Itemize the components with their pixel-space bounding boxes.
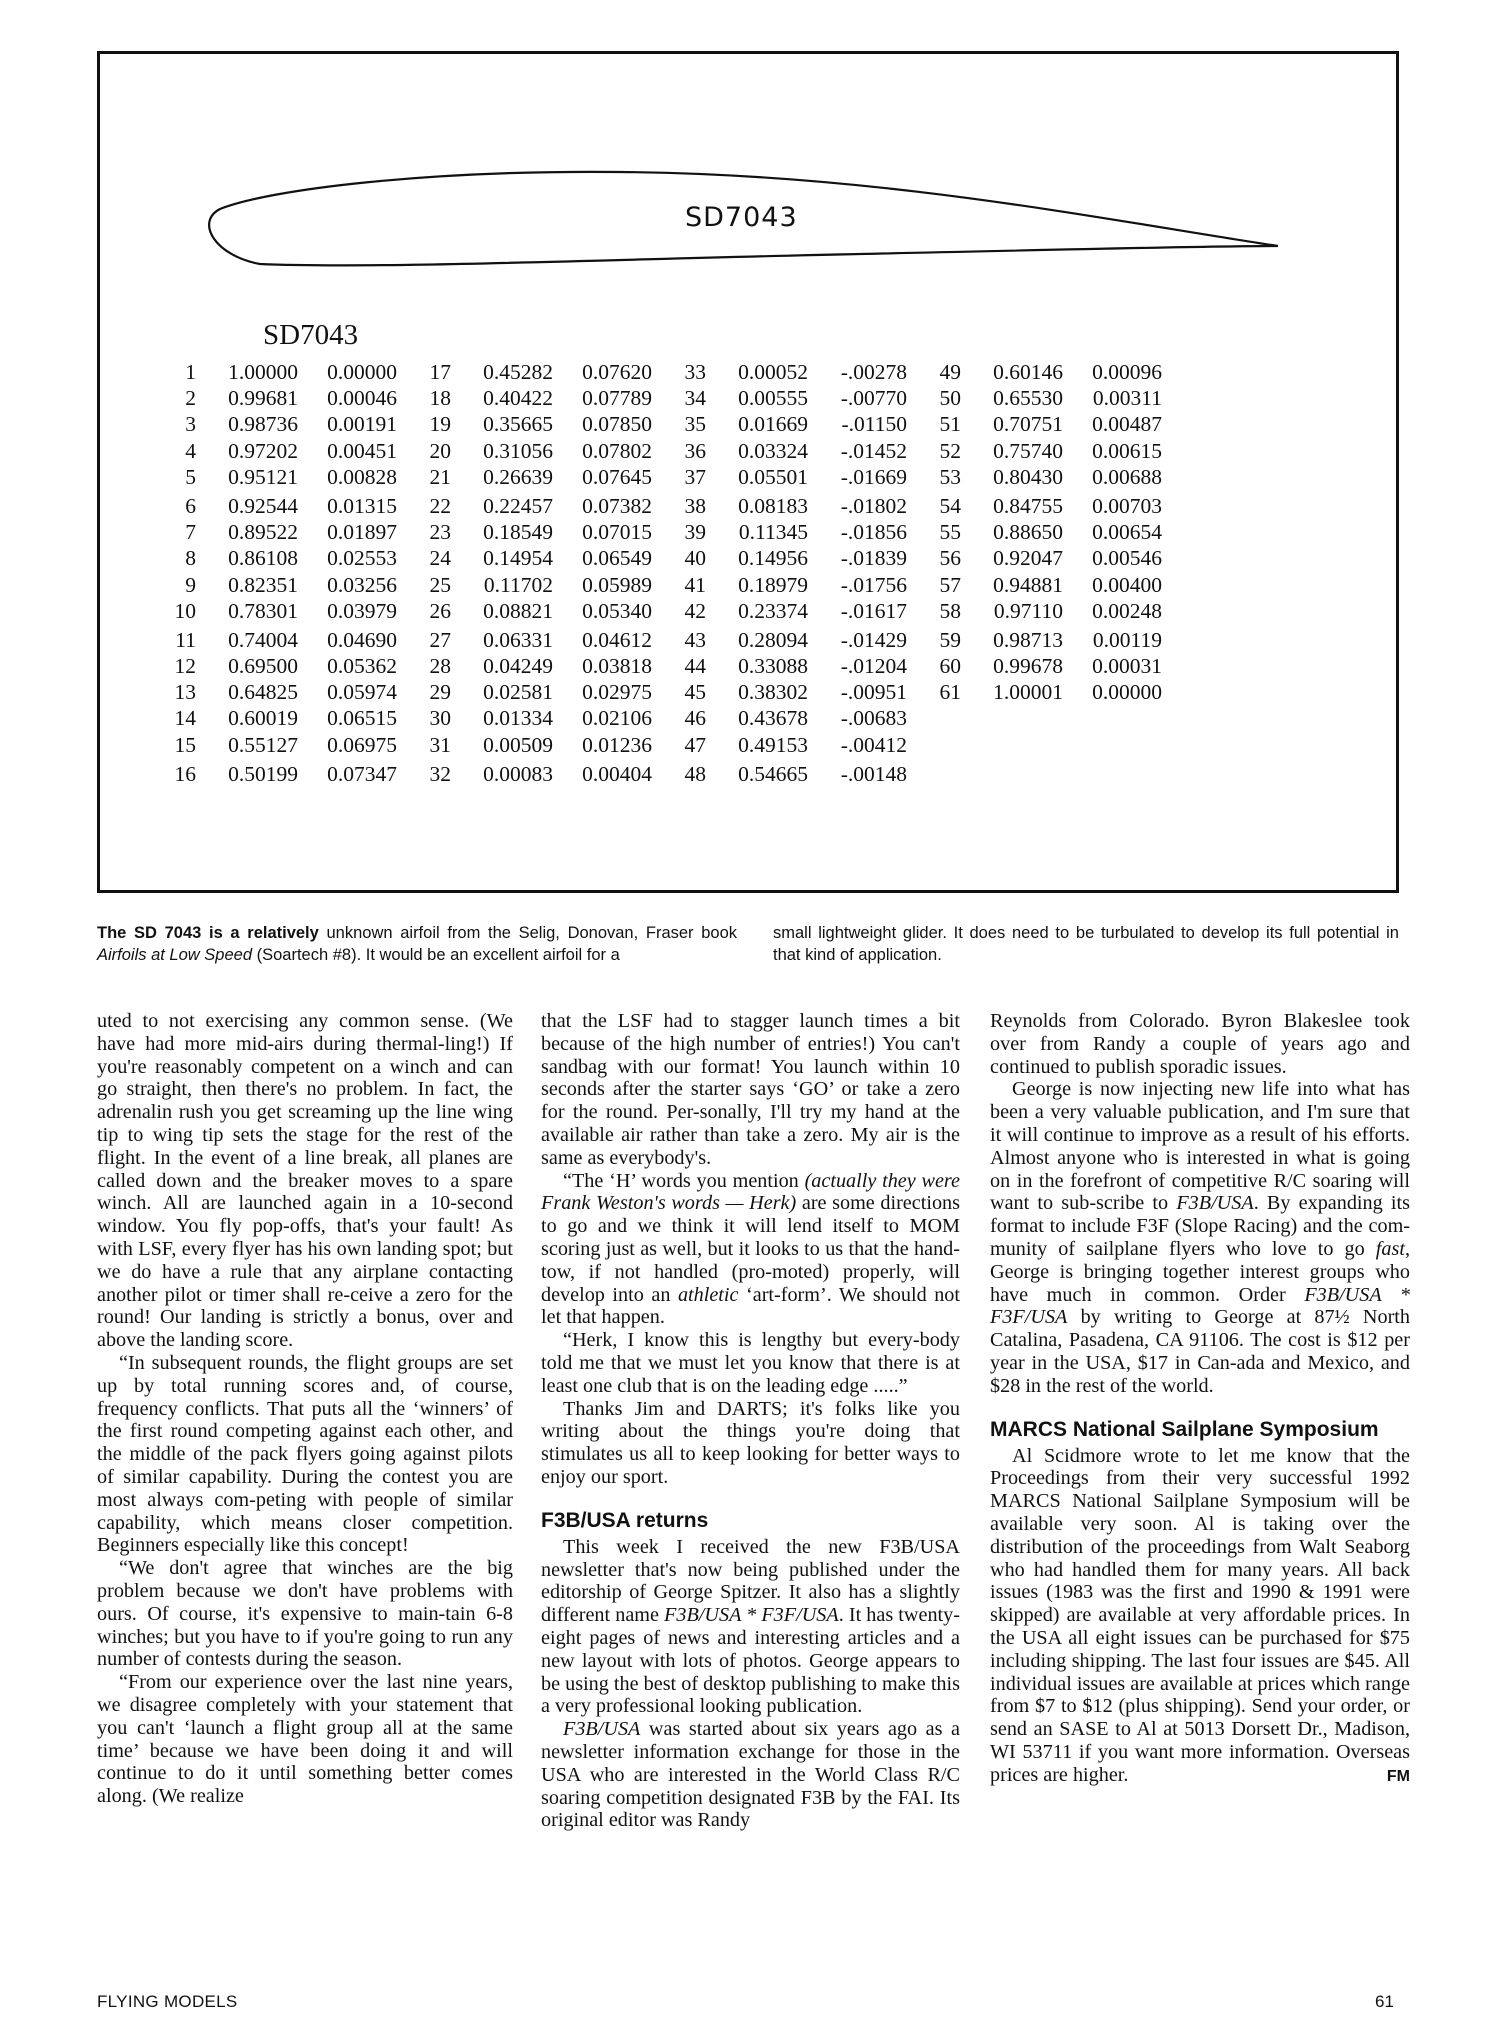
x-coordinate: 0.06331: [483, 627, 553, 652]
y-coordinate: -.01150: [841, 412, 907, 437]
x-coordinate: 0.33088: [738, 654, 808, 679]
y-coordinate: 0.00000: [327, 360, 397, 384]
paragraph: Al Scidmore wrote to let me know that the Proceedings from their very successful 1992 MARCS National Sailplane Symposium will be available very soon. Al is taking over the distribution of the proceedings from Walt Seaborg who had handled them for many years. All back issues (1983 was the first and 1990 & 1991 were skipped) are available at very affordable prices. In the USA all eight issues can be purchased for $75 including shipping. The last four issues are $45. All individual issues are available at prices which range from $7 to $12 (plus shipping). Send your order, or send an SASE to Al at 5013 Dorsett Dr., Madison, WI 53711 if you want more information. Overseas prices are higher. FM: [990, 1445, 1410, 1787]
coordinate-row: [160, 679, 397, 705]
x-coordinate: 0.95121: [228, 464, 298, 489]
caption-column-2: small lightweight glider. It does need to be turbulated to develop its full potential in that kind of application.: [773, 924, 1399, 964]
coordinate-row: [670, 705, 907, 731]
point-number: 46: [684, 706, 706, 731]
x-coordinate: 0.18979: [738, 572, 808, 597]
coordinate-row: [160, 732, 397, 758]
coordinate-row: [160, 438, 397, 464]
y-coordinate: 0.02106: [582, 706, 652, 731]
x-coordinate: 0.04249: [483, 654, 553, 679]
coordinate-row: [415, 572, 652, 598]
coordinate-row: [415, 732, 652, 758]
y-coordinate: 0.07802: [582, 438, 652, 463]
y-coordinate: 0.00688: [1092, 464, 1162, 489]
paragraph: “We don't agree that winches are the big problem because we don't have problems with ours. Of course, it's expensive to main-tain 6-8 winches; but you have to if you're going to run any number of contests during the season.: [97, 1557, 513, 1671]
section-heading: F3B/USA returns: [541, 1508, 709, 1532]
coordinate-row: [670, 519, 907, 545]
y-coordinate: 0.04690: [327, 627, 397, 652]
point-number: 11: [175, 627, 196, 652]
airfoil-plot-label: SD7043: [685, 202, 798, 233]
y-coordinate: 0.00546: [1092, 546, 1162, 571]
paragraph: George is now injecting new life into what has been a very valuable publication, and I'm sure that it will continue to improve as a result of his efforts. Almost anyone who is interested in what is going on in the forefront of competitive R/C soaring will want to sub-scribe to F3B/USA. By expanding its format to include F3F (Slope Racing) and the com-munity of sailplane flyers who love to go fast, George is bringing together interest groups who have much in common. Order F3B/USA * F3F/USA by writing to George at 87½ North Catalina, Pasadena, CA 91106. The cost is $12 per year in the USA, $17 in Can-ada and Mexico, and $28 in the rest of the world.: [990, 1078, 1410, 1397]
y-coordinate: -.01452: [840, 438, 907, 463]
coordinate-row: [925, 679, 1162, 705]
point-number: 4: [185, 438, 196, 463]
point-number: 16: [174, 761, 196, 786]
y-coordinate: -.00148: [840, 761, 907, 786]
caption-column-1: [97, 922, 737, 966]
coordinate-row: [415, 598, 652, 624]
point-number: 33: [684, 360, 706, 384]
point-number: 14: [174, 706, 196, 731]
point-number: 59: [939, 627, 961, 652]
coordinate-row: [670, 438, 907, 464]
x-coordinate: 0.94881: [993, 572, 1063, 597]
point-number: 48: [684, 761, 706, 786]
y-coordinate: 0.00451: [327, 438, 397, 463]
point-number: 43: [684, 627, 706, 652]
x-coordinate: 0.64825: [228, 680, 298, 705]
coordinates-column-4: [925, 359, 1162, 705]
paragraph: “Herk, I know this is lengthy but every-body told me that we must let you know that there is at least one club that is on the leading edge .....”: [541, 1329, 960, 1397]
x-coordinate: 0.55127: [228, 732, 298, 757]
y-coordinate: 0.00031: [1092, 654, 1162, 679]
x-coordinate: 0.65530: [993, 386, 1063, 411]
article-column-1: [97, 1010, 513, 1808]
y-coordinate: 0.03256: [327, 572, 397, 597]
caption-book-title: Airfoils at Low Speed: [97, 946, 253, 964]
point-number: 26: [429, 598, 451, 623]
coordinate-row: [670, 572, 907, 598]
paragraph: “The ‘H’ words you mention (actually they were Frank Weston's words — Herk) are some directions to go and we think it will lend itself to MOM scoring just as well, but it looks to us that the hand-tow, if not handled (pro-moted) properly, will develop into an athletic ‘art-form’. We should not let that happen.: [541, 1169, 960, 1329]
point-number: 24: [429, 546, 451, 571]
publication-name: FLYING MODELS: [97, 1992, 238, 2011]
y-coordinate: 0.02975: [582, 680, 652, 705]
x-coordinate: 0.00509: [483, 732, 553, 757]
x-coordinate: 0.43678: [738, 706, 808, 731]
coordinate-row: [670, 411, 907, 437]
x-coordinate: 0.40422: [483, 386, 553, 411]
caption-text-tail: (Soartech #8). It would be an excellent airfoil for a: [252, 946, 620, 964]
coordinate-row: [415, 761, 652, 787]
point-number: 34: [684, 386, 706, 411]
x-coordinate: 0.00555: [738, 386, 808, 411]
x-coordinate: 0.74004: [228, 627, 298, 652]
y-coordinate: 0.00487: [1092, 412, 1162, 437]
x-coordinate: 0.02581: [483, 680, 553, 705]
y-coordinate: 0.00248: [1092, 598, 1162, 623]
point-number: 31: [429, 732, 451, 757]
coordinate-row: [415, 464, 652, 490]
x-coordinate: 0.08183: [738, 493, 808, 518]
airfoil-figure: [97, 51, 1399, 893]
y-coordinate: 0.00654: [1092, 520, 1162, 545]
page-number: 61: [1375, 1992, 1394, 2011]
y-coordinate: 0.01897: [327, 520, 397, 545]
coordinate-row: [925, 411, 1162, 437]
y-coordinate: 0.01315: [327, 493, 397, 518]
x-coordinate: 0.14954: [483, 546, 553, 571]
coordinates-column-2: [415, 359, 652, 787]
point-number: 30: [429, 706, 451, 731]
x-coordinate: 0.35665: [483, 412, 553, 437]
y-coordinate: 0.00096: [1092, 360, 1162, 384]
coordinate-row: [925, 519, 1162, 545]
y-coordinate: 0.03979: [327, 598, 397, 623]
point-number: 51: [939, 412, 961, 437]
point-number: 2: [185, 386, 196, 411]
paragraph: F3B/USA was started about six years ago as a newsletter information exchange for those in the USA who are interested in the World Class R/C soaring competition designated F3B by the FAI. Its original editor was Randy: [541, 1718, 960, 1832]
y-coordinate: 0.07789: [582, 386, 652, 411]
x-coordinate: 0.92544: [228, 493, 298, 518]
coordinate-row: [925, 572, 1162, 598]
y-coordinate: 0.00828: [327, 464, 397, 489]
coordinate-row: [670, 464, 907, 490]
y-coordinate: 0.04612: [582, 627, 652, 652]
point-number: 32: [429, 761, 451, 786]
y-coordinate: 0.00615: [1092, 438, 1162, 463]
point-number: 28: [429, 654, 451, 679]
y-coordinate: 0.07645: [582, 464, 652, 489]
y-coordinate: 0.00703: [1092, 493, 1162, 518]
y-coordinate: 0.07015: [582, 520, 652, 545]
paragraph: Thanks Jim and DARTS; it's folks like you writing about the things you're doing that stimulates us all to keep looking for better ways to enjoy our sport.: [541, 1397, 960, 1488]
y-coordinate: 0.00404: [582, 761, 652, 786]
point-number: 47: [684, 732, 706, 757]
y-coordinate: -.00683: [840, 706, 907, 731]
caption-text: unknown airfoil from the Selig, Donovan, Fraser book: [318, 924, 737, 942]
coordinate-row: [670, 627, 907, 653]
point-number: 52: [939, 438, 961, 463]
point-number: 42: [684, 598, 706, 623]
caption-lead: The SD 7043 is a relatively: [97, 924, 319, 942]
x-coordinate: 0.54665: [738, 761, 808, 786]
y-coordinate: -.01756: [840, 572, 907, 597]
point-number: 58: [939, 598, 961, 623]
x-coordinate: 1.00000: [228, 360, 298, 384]
point-number: 12: [174, 654, 196, 679]
x-coordinate: 0.05501: [738, 464, 808, 489]
coordinate-row: [415, 545, 652, 571]
y-coordinate: -.00770: [840, 386, 907, 411]
coordinate-row: [160, 572, 397, 598]
x-coordinate: 0.00083: [483, 761, 553, 786]
coordinate-row: [670, 679, 907, 705]
point-number: 44: [684, 654, 706, 679]
y-coordinate: 0.05362: [327, 654, 397, 679]
point-number: 13: [174, 680, 196, 705]
coordinate-row: [415, 627, 652, 653]
coordinate-row: [670, 732, 907, 758]
y-coordinate: 0.00046: [327, 386, 397, 411]
x-coordinate: 0.97110: [993, 598, 1063, 623]
x-coordinate: 0.14956: [738, 546, 808, 571]
coordinate-row: [415, 385, 652, 411]
point-number: 54: [939, 493, 961, 518]
coordinate-row: [415, 653, 652, 679]
point-number: 39: [684, 520, 706, 545]
coordinate-row: [670, 653, 907, 679]
x-coordinate: 0.03324: [738, 438, 808, 463]
coordinate-row: [160, 598, 397, 624]
y-coordinate: 0.00119: [1092, 627, 1162, 652]
y-coordinate: -.00951: [840, 680, 907, 705]
point-number: 9: [185, 572, 196, 597]
coordinate-row: [160, 411, 397, 437]
point-number: 37: [684, 464, 706, 489]
end-of-article-mark: FM: [1386, 1767, 1410, 1785]
x-coordinate: 0.78301: [228, 598, 298, 623]
x-coordinate: 0.84755: [993, 493, 1063, 518]
x-coordinate: 0.88650: [993, 520, 1063, 545]
y-coordinate: -.01839: [840, 546, 907, 571]
article-column-2: [541, 1010, 960, 1832]
y-coordinate: 0.07382: [582, 493, 652, 518]
x-coordinate: 0.75740: [993, 438, 1063, 463]
point-number: 21: [429, 464, 451, 489]
point-number: 23: [429, 520, 451, 545]
y-coordinate: 0.07347: [327, 761, 397, 786]
point-number: 29: [429, 680, 451, 705]
coordinate-row: [670, 545, 907, 571]
coordinate-row: [160, 627, 397, 653]
point-number: 60: [939, 654, 961, 679]
point-number: 25: [429, 572, 451, 597]
coordinate-row: [415, 411, 652, 437]
y-coordinate: 0.00400: [1092, 572, 1162, 597]
paragraph: uted to not exercising any common sense. (We have had more mid-airs during thermal-ling!) If you're reasonably competent on a winch and can go straight, then there's no problem. In fact, the adrenalin rush you get screaming up the line wing tip to wing tip sets the stage for the rest of the flight. In the event of a line break, all planes are called down and the breaker moves to a spare winch. All are launched again in a 10-second window. You fly pop-offs, that's your fault! As with LSF, every flyer has his own landing spot; but we do have a rule that any airplane contacting another pilot or timer shall re-ceive a zero for the round! Our landing is strictly a bonus, over and above the landing score.: [97, 1010, 513, 1352]
point-number: 61: [939, 680, 961, 705]
coordinate-row: [925, 464, 1162, 490]
y-coordinate: -.00278: [840, 360, 907, 384]
coordinate-row: [415, 438, 652, 464]
coordinate-row: [925, 627, 1162, 653]
paragraph: “In subsequent rounds, the flight groups are set up by total running scores and, of course, frequency conflicts. That puts all the ‘winners’ of the first round competing against each other, and the middle of the pack flyers going against pilots of similar capability. During the contest you are most always com-peting with people of similar capability, which means closer competition. Beginners especially like this concept!: [97, 1351, 513, 1557]
paragraph: that the LSF had to stagger launch times a bit because of the high number of entries!) You can't sandbag with our format! You launch within 10 seconds after the starter says ‘GO’ or take a zero for the round. Per-sonally, I'll try my hand at the available air rather than take a zero. My air is the same as everybody's.: [541, 1010, 960, 1169]
coordinate-row: [160, 359, 397, 385]
point-number: 53: [939, 464, 961, 489]
coordinate-row: [160, 464, 397, 490]
article-column-3: [990, 1010, 1410, 1789]
coordinates-column-3: [670, 359, 907, 787]
x-coordinate: 0.70751: [993, 412, 1063, 437]
point-number: 6: [185, 493, 196, 518]
x-coordinate: 0.99681: [228, 386, 298, 411]
x-coordinate: 0.23374: [738, 598, 808, 623]
y-coordinate: 0.07620: [582, 360, 652, 384]
y-coordinate: 0.07850: [582, 412, 652, 437]
x-coordinate: 0.86108: [228, 546, 298, 571]
y-coordinate: 0.05974: [327, 680, 397, 705]
y-coordinate: -.01204: [840, 654, 907, 679]
x-coordinate: 0.69500: [228, 654, 298, 679]
coordinate-row: [415, 359, 652, 385]
point-number: 20: [429, 438, 451, 463]
coordinates-table-title: SD7043: [263, 319, 359, 351]
x-coordinate: 0.89522: [228, 520, 298, 545]
y-coordinate: -.01617: [840, 598, 907, 623]
point-number: 41: [684, 572, 706, 597]
x-coordinate: 0.92047: [993, 546, 1063, 571]
point-number: 18: [429, 386, 451, 411]
coordinates-column-1: [160, 359, 397, 787]
coordinate-row: [670, 359, 907, 385]
y-coordinate: -.01856: [840, 520, 907, 545]
x-coordinate: 0.97202: [228, 438, 298, 463]
point-number: 17: [429, 360, 451, 384]
coordinate-row: [925, 438, 1162, 464]
y-coordinate: -.01429: [840, 627, 907, 652]
x-coordinate: 0.28094: [738, 627, 808, 652]
x-coordinate: 0.00052: [738, 360, 808, 384]
point-number: 56: [939, 546, 961, 571]
coordinate-row: [160, 705, 397, 731]
coordinate-row: [415, 705, 652, 731]
point-number: 3: [185, 412, 196, 437]
coordinate-row: [925, 493, 1162, 519]
x-coordinate: 0.99678: [993, 654, 1063, 679]
point-number: 27: [429, 627, 451, 652]
coordinate-row: [160, 385, 397, 411]
y-coordinate: 0.06515: [327, 706, 397, 731]
x-coordinate: 0.82351: [228, 572, 298, 597]
paragraph: “From our experience over the last nine years, we disagree completely with your statement that you can't ‘launch a flight group all at the same time’ because we have been doing it and will continue to do it until something better comes along. (We realize: [97, 1671, 513, 1808]
x-coordinate: 0.08821: [483, 598, 553, 623]
x-coordinate: 0.38302: [738, 680, 808, 705]
point-number: 22: [429, 493, 451, 518]
paragraph: This week I received the new F3B/USA newsletter that's now being published under the editorship of George Spitzer. It also has a slightly different name F3B/USA * F3F/USA. It has twenty-eight pages of news and interesting articles and a new layout with lots of photos. George appears to be using the best of desktop publishing to make this a very professional looking publication.: [541, 1535, 960, 1718]
x-coordinate: 0.01334: [483, 706, 553, 731]
y-coordinate: 0.01236: [582, 732, 652, 757]
coordinate-row: [415, 519, 652, 545]
y-coordinate: 0.00000: [1092, 680, 1162, 705]
coordinate-row: [415, 493, 652, 519]
coordinate-row: [925, 359, 1162, 385]
y-coordinate: 0.06549: [582, 546, 652, 571]
y-coordinate: 0.03818: [582, 654, 652, 679]
point-number: 38: [684, 493, 706, 518]
point-number: 19: [429, 412, 451, 437]
point-number: 45: [684, 680, 706, 705]
x-coordinate: 0.11345: [738, 520, 808, 545]
y-coordinate: 0.00311: [1092, 386, 1162, 411]
paragraph: Reynolds from Colorado. Byron Blakeslee took over from Randy a couple of years ago and continued to publish sporadic issues.: [990, 1010, 1410, 1078]
y-coordinate: 0.05340: [582, 598, 652, 623]
coordinate-row: [925, 545, 1162, 571]
x-coordinate: 0.60019: [228, 706, 298, 731]
x-coordinate: 0.26639: [483, 464, 553, 489]
coordinate-row: [925, 598, 1162, 624]
coordinate-row: [160, 653, 397, 679]
point-number: 1: [185, 360, 196, 384]
x-coordinate: 0.98713: [993, 627, 1063, 652]
y-coordinate: 0.02553: [327, 546, 397, 571]
coordinate-row: [160, 519, 397, 545]
x-coordinate: 0.50199: [228, 761, 298, 786]
coordinate-row: [415, 679, 652, 705]
x-coordinate: 0.80430: [993, 464, 1063, 489]
y-coordinate: 0.05989: [582, 572, 652, 597]
x-coordinate: 0.45282: [483, 360, 553, 384]
x-coordinate: 0.60146: [993, 360, 1063, 384]
x-coordinate: 0.01669: [738, 412, 808, 437]
point-number: 5: [185, 464, 196, 489]
coordinate-row: [670, 761, 907, 787]
x-coordinate: 0.22457: [483, 493, 553, 518]
y-coordinate: 0.06975: [327, 732, 397, 757]
point-number: 7: [185, 520, 196, 545]
coordinate-row: [160, 493, 397, 519]
x-coordinate: 0.18549: [483, 520, 553, 545]
x-coordinate: 0.98736: [228, 412, 298, 437]
coordinate-row: [925, 653, 1162, 679]
x-coordinate: 1.00001: [993, 680, 1063, 705]
point-number: 49: [939, 360, 961, 384]
x-coordinate: 0.31056: [483, 438, 553, 463]
point-number: 8: [185, 546, 196, 571]
x-coordinate: 0.11702: [483, 572, 553, 597]
coordinate-row: [670, 598, 907, 624]
coordinate-row: [160, 761, 397, 787]
point-number: 35: [684, 412, 706, 437]
y-coordinate: -.01669: [840, 464, 907, 489]
point-number: 15: [174, 732, 196, 757]
point-number: 36: [684, 438, 706, 463]
point-number: 50: [939, 386, 961, 411]
point-number: 55: [939, 520, 961, 545]
point-number: 57: [939, 572, 961, 597]
coordinate-row: [670, 493, 907, 519]
y-coordinate: -.00412: [840, 732, 907, 757]
y-coordinate: -.01802: [840, 493, 907, 518]
point-number: 10: [174, 598, 196, 623]
coordinate-row: [670, 385, 907, 411]
x-coordinate: 0.49153: [738, 732, 808, 757]
y-coordinate: 0.00191: [327, 412, 397, 437]
coordinate-row: [160, 545, 397, 571]
section-heading: MARCS National Sailplane Symposium: [990, 1417, 1379, 1441]
point-number: 40: [684, 546, 706, 571]
coordinate-row: [925, 385, 1162, 411]
